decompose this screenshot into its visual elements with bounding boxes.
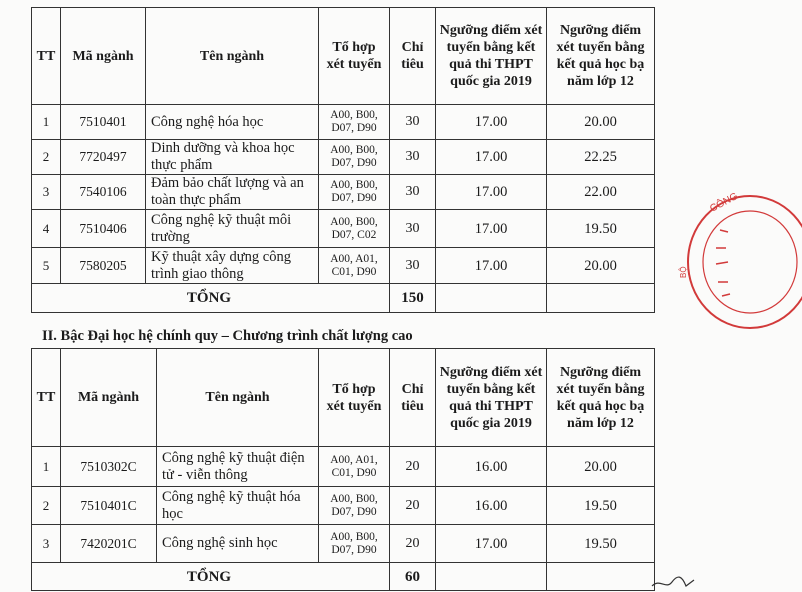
cell-quota: 30 [390,140,436,175]
cell-combo: A00, B00, D07, D90 [319,487,390,525]
cell-name: Dinh dưỡng và khoa học thực phẩm [146,140,319,175]
cell-combo: A00, B00, D07, C02 [319,210,390,248]
header-nguong-thpt: Ngưỡng điểm xét tuyển bằng kết quả thi THPT quốc gia 2019 [436,8,547,105]
cell-code: 7540106 [61,175,146,210]
table-row [32,487,655,525]
cell-quota: 30 [390,105,436,140]
cell-thpt: 16.00 [436,447,547,487]
cell-name: Công nghệ kỹ thuật hóa học [157,487,319,525]
cell-thpt: 17.00 [436,210,547,248]
header-tt: TT [32,8,61,105]
cell-tt: 3 [32,175,61,210]
cell-code: 7720497 [61,140,146,175]
header-row [32,8,655,105]
empty-cell [547,563,655,591]
cell-combo: A00, B00, D07, D90 [319,105,390,140]
cell-name: Đảm bảo chất lượng và an toàn thực phẩm [146,175,319,210]
cell-quota: 30 [390,248,436,284]
cell-code: 7510302C [61,447,157,487]
table-row [32,447,655,487]
header-nguong-hoc-ba: Ngưỡng điểm xét tuyển bằng kết quả học bạ năm lớp 12 [547,8,655,105]
cell-tt: 2 [32,140,61,175]
cell-quota: 30 [390,175,436,210]
header-ma-nganh: Mã ngành [61,349,157,447]
cell-name: Công nghệ kỹ thuật điện tử - viễn thông [157,447,319,487]
table-row [32,525,655,563]
cell-combo: A00, B00, D07, D90 [319,175,390,210]
cell-tt: 1 [32,447,61,487]
cell-quota: 20 [390,447,436,487]
table-row [32,140,655,175]
cell-quota: 20 [390,487,436,525]
cell-hocba: 20.00 [547,447,655,487]
header-to-hop: Tổ hợp xét tuyển [319,349,390,447]
table-row [32,248,655,284]
cell-hocba: 19.50 [547,210,655,248]
cell-thpt: 17.00 [436,525,547,563]
cell-thpt: 17.00 [436,105,547,140]
cell-combo: A00, A01, C01, D90 [319,447,390,487]
total-label: TỔNG [32,563,390,591]
cell-quota: 20 [390,525,436,563]
cell-name: Công nghệ sinh học [157,525,319,563]
cell-tt: 2 [32,487,61,525]
cell-code: 7510401 [61,105,146,140]
total-value: 60 [390,563,436,591]
cell-thpt: 17.00 [436,175,547,210]
cell-tt: 1 [32,105,61,140]
cell-tt: 3 [32,525,61,563]
cell-hocba: 19.50 [547,525,655,563]
cell-thpt: 17.00 [436,248,547,284]
total-label: TỔNG [32,284,390,313]
header-row [32,349,655,447]
admission-table-high-quality [31,348,655,591]
header-chi-tieu: Chỉ tiêu [390,349,436,447]
cell-code: 7510401C [61,487,157,525]
header-ten-nganh: Tên ngành [157,349,319,447]
signature-scribble [650,572,710,592]
header-nguong-hoc-ba: Ngưỡng điểm xét tuyển bằng kết quả học bạ năm lớp 12 [547,349,655,447]
empty-cell [547,284,655,313]
seal-text-side: BỘ [679,266,688,278]
section-heading: II. Bậc Đại học hệ chính quy – Chương trình chất lượng cao [42,328,413,344]
cell-hocba: 20.00 [547,248,655,284]
cell-hocba: 22.00 [547,175,655,210]
cell-combo: A00, A01, C01, D90 [319,248,390,284]
cell-tt: 5 [32,248,61,284]
table-row [32,105,655,140]
seal-outer-ring [688,196,802,328]
admission-table-regular [31,7,655,313]
header-ma-nganh: Mã ngành [61,8,146,105]
header-chi-tieu: Chỉ tiêu [390,8,436,105]
cell-quota: 30 [390,210,436,248]
total-row [32,284,655,313]
cell-name: Kỹ thuật xây dựng công trình giao thông [146,248,319,284]
cell-hocba: 20.00 [547,105,655,140]
header-ten-nganh: Tên ngành [146,8,319,105]
header-nguong-thpt: Ngưỡng điểm xét tuyển bằng kết quả thi THPT quốc gia 2019 [436,349,547,447]
table-row [32,175,655,210]
cell-code: 7420201C [61,525,157,563]
header-to-hop: Tổ hợp xét tuyển [319,8,390,105]
seal-inner-ring [703,211,797,313]
header-tt: TT [32,349,61,447]
seal-inner-marks [716,230,730,296]
cell-hocba: 22.25 [547,140,655,175]
total-row [32,563,655,591]
total-value: 150 [390,284,436,313]
empty-cell [436,563,547,591]
cell-combo: A00, B00, D07, D90 [319,140,390,175]
table-row [32,210,655,248]
cell-combo: A00, B00, D07, D90 [319,525,390,563]
cell-name: Công nghệ kỹ thuật môi trường [146,210,319,248]
empty-cell [436,284,547,313]
cell-name: Công nghệ hóa học [146,105,319,140]
cell-thpt: 16.00 [436,487,547,525]
cell-code: 7510406 [61,210,146,248]
cell-thpt: 17.00 [436,140,547,175]
seal-text-top: CÔNG [708,190,740,215]
cell-tt: 4 [32,210,61,248]
official-seal [679,190,802,332]
cell-hocba: 19.50 [547,487,655,525]
cell-code: 7580205 [61,248,146,284]
